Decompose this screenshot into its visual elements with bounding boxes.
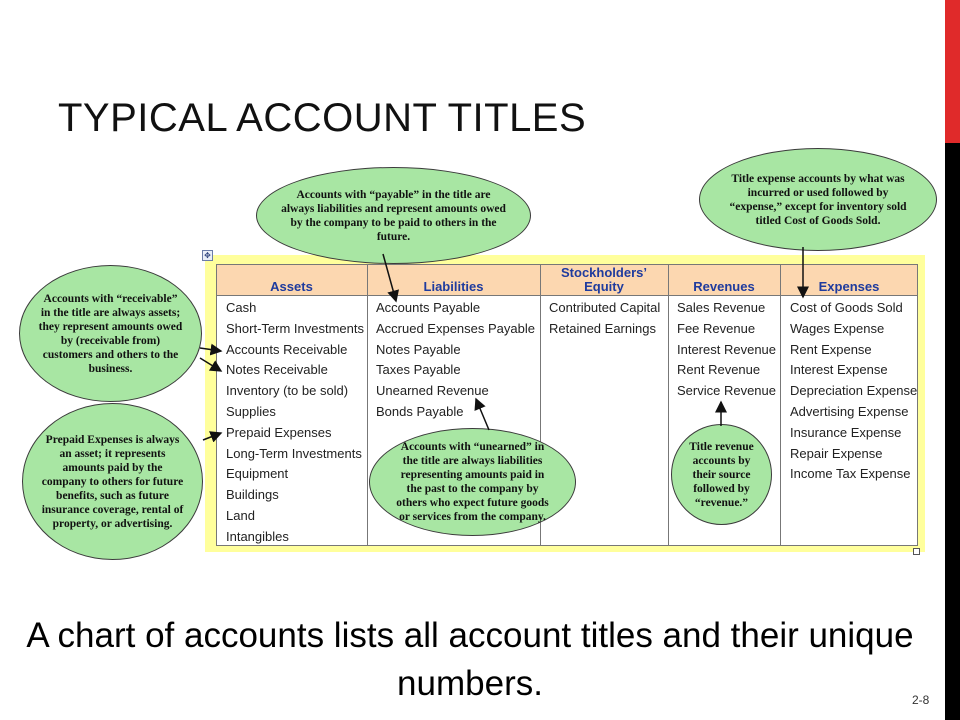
cell-assets: Notes Receivable [226, 362, 328, 378]
header-liabilities: Liabilities [423, 279, 484, 294]
cell-expenses: Cost of Goods Sold [790, 300, 903, 315]
arrow-receivable-2 [200, 358, 221, 371]
cell-liabilities: Unearned Revenue [376, 383, 489, 399]
cell-revenues: Rent Revenue [677, 362, 761, 378]
cell-expenses: Insurance Expense [790, 424, 902, 440]
callout-revenue: Title revenue accounts by their source followed by “revenue.” [671, 424, 772, 525]
cell-assets: Equipment [226, 466, 289, 482]
cell-assets: Short-Term Investments [226, 320, 364, 336]
cell-liabilities: Accounts Payable [376, 300, 481, 315]
table-move-handle-icon[interactable]: ✥ [202, 250, 213, 261]
cell-assets: Buildings [226, 487, 279, 503]
cell-revenues: Service Revenue [677, 383, 776, 399]
cell-assets: Cash [226, 300, 257, 315]
cell-liabilities: Bonds Payable [376, 404, 464, 419]
cell-liabilities: Taxes Payable [376, 362, 461, 378]
cell-assets: Long-Term Investments [226, 445, 362, 461]
slide-number: 2-8 [912, 693, 930, 707]
cell-expenses: Wages Expense [790, 320, 885, 336]
cell-assets: Prepaid Expenses [226, 424, 332, 440]
header-revenues: Revenues [693, 279, 755, 294]
cell-expenses: Advertising Expense [790, 404, 909, 419]
cell-assets: Supplies [226, 404, 276, 419]
header-expenses: Expenses [818, 279, 880, 294]
header-assets: Assets [270, 279, 313, 294]
callout-expense: Title expense accounts by what was incurred or used followed by “expense,” except for inventory sold titled Cost of Goods Sold. [699, 148, 937, 251]
cell-revenues: Interest Revenue [677, 341, 777, 357]
callout-unearned: Accounts with “unearned” in the title are always liabilities representing amounts paid in the past to the company by others who expect future goods or services from the company. [369, 428, 576, 536]
cell-expenses: Rent Expense [790, 341, 872, 357]
cell-equity: Contributed Capital [549, 300, 661, 315]
slide-caption: A chart of accounts lists all account titles and their unique numbers. [26, 616, 914, 703]
cell-expenses: Interest Expense [790, 362, 888, 378]
cell-assets: Inventory (to be sold) [226, 383, 349, 399]
cell-assets: Land [226, 508, 255, 523]
callout-receivable: Accounts with “receivable” in the title are always assets; they represent amounts owed by (receivable from) customers and others to the business. [19, 265, 202, 402]
cell-expenses: Repair Expense [790, 445, 883, 461]
arrow-prepaid [203, 433, 221, 440]
cell-assets: Intangibles [226, 528, 289, 544]
arrow-receivable-1 [200, 348, 221, 351]
cell-expenses: Depreciation Expense [790, 383, 918, 399]
cell-revenues: Fee Revenue [677, 320, 756, 336]
callout-prepaid: Prepaid Expenses is always an asset; it represents amounts paid by the company to others for future benefits, such as future insurance coverage, rental of property, or advertising. [22, 403, 203, 560]
arrow-payable [383, 254, 396, 301]
cell-liabilities: Notes Payable [376, 341, 461, 357]
slide-title: TYPICAL ACCOUNT TITLES [58, 96, 587, 140]
header-equity: Stockholders’ Equity [561, 265, 647, 294]
cell-assets: Accounts Receivable [226, 341, 348, 357]
cell-revenues: Sales Revenue [677, 300, 766, 315]
cell-expenses: Income Tax Expense [790, 466, 911, 482]
callout-payable: Accounts with “payable” in the title are always liabilities and represent amounts owed by the company to be paid to others in the future. [256, 167, 531, 264]
cell-equity: Retained Earnings [549, 320, 656, 336]
arrow-unearned [476, 399, 489, 430]
cell-liabilities: Accrued Expenses Payable [376, 320, 535, 336]
